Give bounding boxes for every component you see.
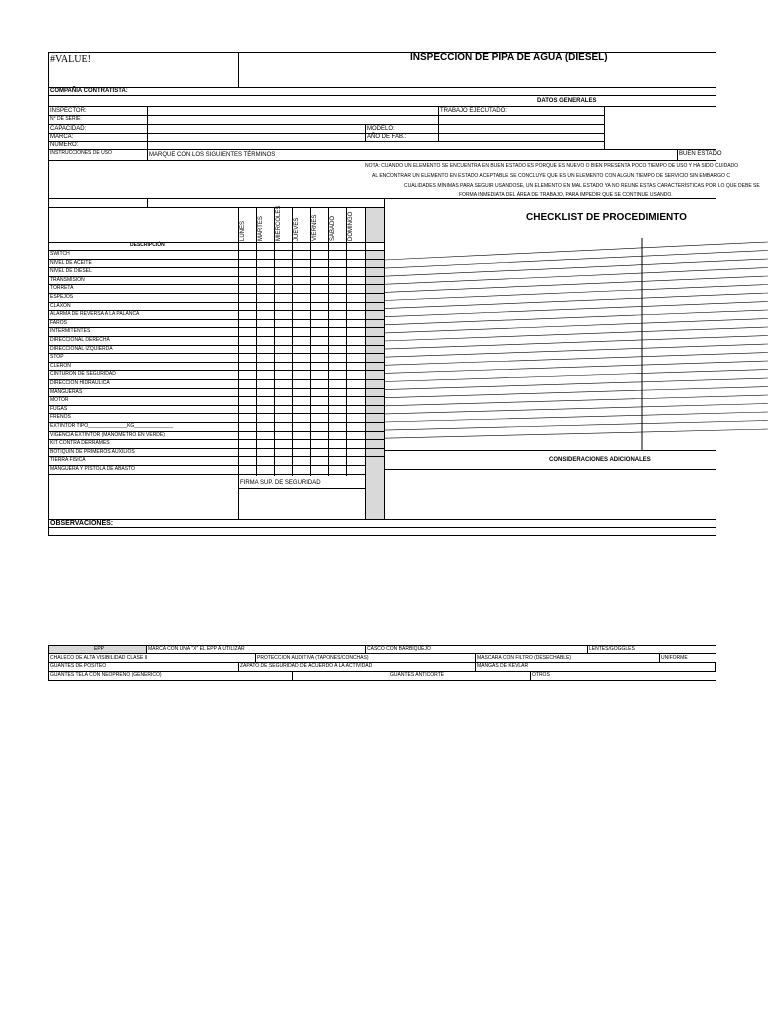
instrucciones-label: INSTRUCCIONES DE USO xyxy=(50,150,112,156)
checklist-guide-line xyxy=(384,327,768,341)
marque-label: MARQUE CON LOS SIGUIENTES TÉRMINOS xyxy=(149,152,276,158)
checklist-row-divider xyxy=(48,327,384,328)
day-miercoles: MIÉRCOLES xyxy=(276,205,282,241)
day-domingo: DOMINGO xyxy=(348,211,354,241)
day-sabado: SÁBADO xyxy=(330,215,336,241)
checklist-row-divider xyxy=(48,405,384,406)
checklist-item-label: TRANSMISION xyxy=(50,277,85,283)
buen-estado-label: BUEN ESTADO xyxy=(679,151,722,157)
checklist-guide-line xyxy=(384,276,768,292)
checklist-title: CHECKLIST DE PROCEDIMIENTO xyxy=(526,212,687,223)
firma-label: FIRMA SUP. DE SEGURIDAD xyxy=(240,480,321,486)
checklist-item-label: FUGAS xyxy=(50,406,68,412)
capacidad-label: CAPACIDAD: xyxy=(50,126,87,132)
descripcion-header: DESCRIPCIÓN xyxy=(130,242,165,248)
checklist-item-label: TIERRA FISICA xyxy=(50,457,86,463)
checklist-item-label: SWITCH xyxy=(50,251,70,257)
numero-label: NUMERO: xyxy=(50,142,79,148)
checklist-item-label: BOTIQUIN DE PRIMEROS AUXILIOS xyxy=(50,449,135,455)
checklist-row-divider xyxy=(48,284,384,285)
checklist-item-label: DIRECCIONAL DERECHA xyxy=(50,337,110,343)
checklist-row-divider xyxy=(48,267,384,268)
inspector-label: INSPECTOR: xyxy=(50,108,87,114)
checklist-row-divider xyxy=(48,474,366,475)
checklist-row-divider xyxy=(48,302,384,303)
checklist-guide-line xyxy=(384,268,768,285)
value-error-cell: #VALUE! xyxy=(50,54,91,65)
epp-guantes-positeo: GUANTES DE POSITEO xyxy=(50,663,107,669)
checklist-item-label: CINTURON DE SEGURIDAD xyxy=(50,371,116,377)
epp-otros: OTROS xyxy=(532,672,550,678)
checklist-item-label: INTERMITENTES xyxy=(50,328,91,334)
checklist-guide-line xyxy=(384,319,768,333)
checklist-item-label: MANGUERAS xyxy=(50,389,83,395)
checklist-guide-line xyxy=(384,412,768,422)
checklist-item-label: DIRECCION HIDRAULICA xyxy=(50,380,110,386)
checklist-guide-line xyxy=(384,353,768,366)
page-title: INSPECCION DE PIPA DE AGUA (DIESEL) xyxy=(410,52,608,63)
company-label: COMPAÑIA CONTRATISTA: xyxy=(50,88,128,94)
epp-casco: CASCO CON BARBIQUEJO xyxy=(367,646,431,652)
observaciones-label: OBSERVACIONES: xyxy=(50,520,114,527)
checklist-guide-line xyxy=(384,242,768,260)
checklist-guide-line xyxy=(384,310,768,325)
consideraciones-title: CONSIDERACIONES ADICIONALES xyxy=(549,457,651,463)
checklist-row-divider xyxy=(48,388,384,389)
checklist-item-label: EXTINTOR TIPO______________KG______________ xyxy=(50,423,174,429)
checklist-item-label: KIT CONTRA DERRAMES xyxy=(50,440,110,446)
epp-guantes-neopreno: GUANTES TELA CON NEOPRENO (GENERICO) xyxy=(50,672,162,678)
checklist-row-divider xyxy=(48,259,384,260)
checklist-item-label: VIGENCIA EXTINTOR (MANOMETRO EN VERDE) xyxy=(50,432,165,438)
checklist-row-divider xyxy=(48,353,384,354)
checklist-row-divider xyxy=(48,413,384,414)
checklist-guide-line xyxy=(384,395,768,406)
epp-zapato: ZAPATO DE SEGURIDAD DE ACUERDO A LA ACTIVIDAD xyxy=(240,663,373,669)
checklist-item-label: STOP xyxy=(50,354,64,360)
checklist-guide-line xyxy=(384,293,768,309)
nota-line-3: CUALIDADES MÍNIMAS PARA SEGUIR USANDOSE, UN ELEMENTO EN MAL ESTADO YA NO REUNE ESTAS CARACTERÍSTICAS POR LO QUE DEBE SE xyxy=(404,183,760,189)
checklist-guide-line xyxy=(384,387,768,398)
modelo-label: MODELO: xyxy=(367,126,395,132)
checklist-row-divider xyxy=(48,293,384,294)
day-jueves: JUEVES xyxy=(294,217,300,241)
serie-label: N° DE SERIE: xyxy=(50,116,82,122)
epp-proteccion-auditiva: PROTECCION AUDITIVA (TAPONES/CONCHAS) xyxy=(257,655,369,661)
checklist-guide-line xyxy=(384,421,768,431)
ano-label: AÑO DE FAB.: xyxy=(367,134,407,140)
checklist-row-divider xyxy=(48,456,384,457)
checklist-guide-line xyxy=(384,259,768,276)
checklist-row-divider xyxy=(48,396,384,397)
epp-mascara: MASCARA CON FILTRO (DESECHABLE) xyxy=(477,655,572,661)
checklist-item-label: DIRECCIONAL IZQUIERDA xyxy=(50,346,113,352)
epp-mangas: MANGAS DE KEVLAR xyxy=(477,663,529,669)
checklist-item-label: CLERON xyxy=(50,363,71,369)
checklist-row-divider xyxy=(48,276,384,277)
checklist-item-label: NIVEL DE ACEITE xyxy=(50,260,92,266)
epp-lentes: LENTES/GOGGLES xyxy=(589,646,635,652)
marca-label: MARCA: xyxy=(50,134,74,140)
checklist-guide-line xyxy=(384,285,768,301)
checklist-item-label: NIVEL DE DIESEL xyxy=(50,268,92,274)
checklist-item-label: ALARMA DE REVERSA A LA PALANCA xyxy=(50,311,140,317)
checklist-item-label: TORRETA xyxy=(50,285,74,291)
checklist-guide-line xyxy=(384,336,768,350)
checklist-guide-line xyxy=(384,302,768,317)
checklist-item-label: CLAXON xyxy=(50,303,71,309)
nota-line-1: NOTA: CUANDO UN ELEMENTO SE ENCUENTRA EN BUEN ESTADO ES PORQUE ES NUEVO O BIEN PRESENTA POCO TIEMPO DE USO Y HA SIDO CUIDADO xyxy=(365,163,739,169)
checklist-guide-line xyxy=(384,429,768,438)
checklist-row-divider xyxy=(48,362,384,363)
nota-line-4: FORMA INMEDIATA DEL ÁREA DE TRABAJO, PARA IMPEDIR QUE SE CONTINUE USANDO. xyxy=(459,192,673,198)
checklist-item-label: MOTOR xyxy=(50,397,69,403)
datos-generales-title: DATOS GENERALES xyxy=(537,98,597,104)
epp-uniforme: UNIFORME xyxy=(661,655,688,661)
checklist-item-label: FAROS xyxy=(50,320,67,326)
epp-instruction: MARCA CON UNA "X" EL EPP A UTILIZAR xyxy=(148,646,245,652)
trabajo-label: TRABAJO EJECUTADO: xyxy=(440,108,507,114)
checklist-item-label: ESPEJOS xyxy=(50,294,74,300)
nota-line-2: AL ENCONTRAR UN ELEMENTO EN ESTADO ACEPTABLE SE CONCLUYE QUE ES UN ELEMENTO CON ALGUN TIEMPO DE SERVICIO SIN EMBARGO C xyxy=(372,173,730,179)
epp-chaleco: CHALECO DE ALTA VISIBILIDAD CLASE II xyxy=(50,655,148,661)
epp-header: EPP xyxy=(94,646,105,652)
checklist-guide-line xyxy=(384,251,768,269)
checklist-guide-line xyxy=(384,404,768,414)
epp-guantes-anticorte: GUANTES ANTICORTE xyxy=(390,672,445,678)
checklist-item-label: FRENOS xyxy=(50,414,71,420)
day-lunes: LUNES xyxy=(240,220,246,241)
checklist-row-divider xyxy=(48,319,384,320)
checklist-item-label: MANGUERA Y PISTOLA DE ABASTO xyxy=(50,466,135,472)
checklist-lines xyxy=(384,238,768,452)
day-martes: MARTES xyxy=(258,216,264,241)
day-viernes: VIERNES xyxy=(312,214,318,241)
checklist-guide-line xyxy=(384,344,768,357)
